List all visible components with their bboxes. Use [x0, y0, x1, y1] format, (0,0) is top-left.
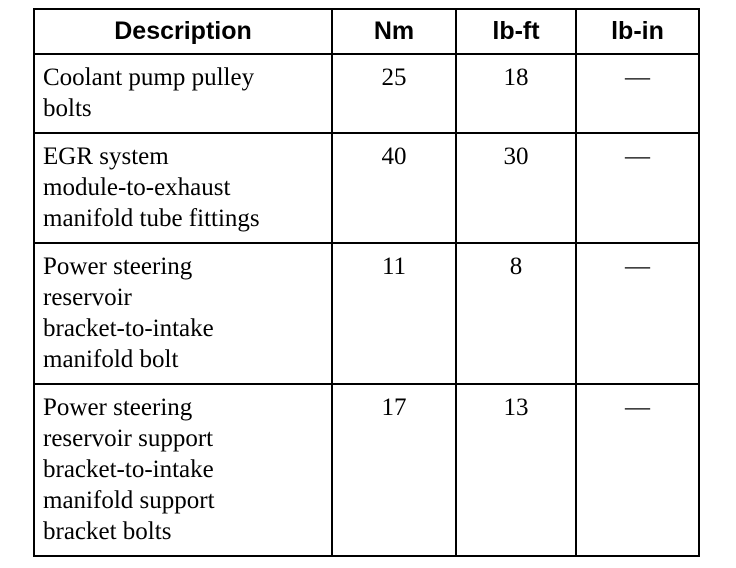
cell-lb-ft: 18 [456, 54, 576, 133]
cell-description: Power steering reservoir bracket-to-intake manifold bolt [34, 243, 332, 384]
header-description: Description [34, 9, 332, 54]
cell-lb-ft: 8 [456, 243, 576, 384]
cell-lb-in: — [576, 384, 699, 556]
cell-lb-in: — [576, 243, 699, 384]
cell-lb-in: — [576, 133, 699, 243]
table-row [34, 54, 699, 133]
table-row [34, 243, 699, 384]
cell-description: EGR system module-to-exhaust manifold tube fittings [34, 133, 332, 243]
cell-description: Power steering reservoir support bracket-to-intake manifold support bracket bolts [34, 384, 332, 556]
header-nm: Nm [332, 9, 456, 54]
header-lb-ft: lb-ft [456, 9, 576, 54]
header-row [34, 9, 699, 54]
torque-spec-table [33, 8, 700, 557]
header-lb-in: lb-in [576, 9, 699, 54]
cell-description: Coolant pump pulley bolts [34, 54, 332, 133]
cell-nm: 40 [332, 133, 456, 243]
cell-lb-ft: 30 [456, 133, 576, 243]
cell-lb-in: — [576, 54, 699, 133]
table-row [34, 384, 699, 556]
cell-nm: 17 [332, 384, 456, 556]
cell-lb-ft: 13 [456, 384, 576, 556]
cell-nm: 25 [332, 54, 456, 133]
table-row [34, 133, 699, 243]
cell-nm: 11 [332, 243, 456, 384]
